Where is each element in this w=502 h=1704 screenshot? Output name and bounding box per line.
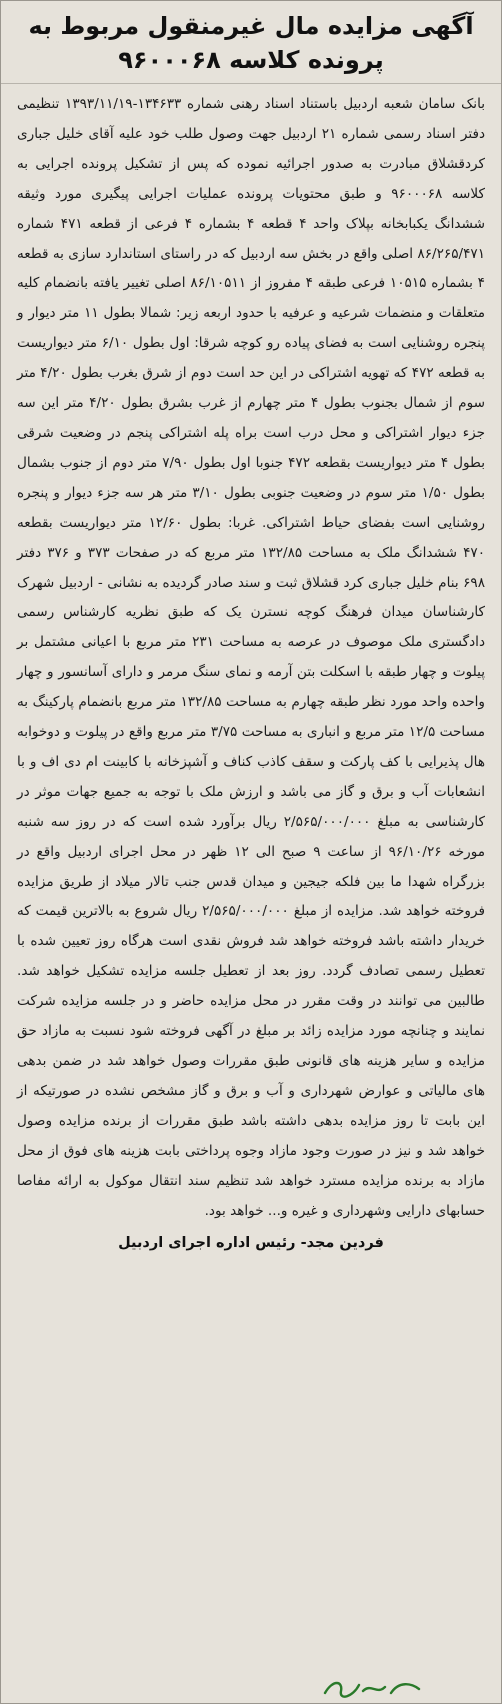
headline-line-1: آگهی مزایده مال غیرمنقول مربوط به [28, 12, 474, 40]
notice-headline [1, 1, 501, 84]
signature-line: فردین مجد- رئیس اداره اجرای اردبیل [118, 1235, 384, 1252]
handwritten-mark-icon [319, 1675, 429, 1701]
notice-body: بانک سامان شعبه اردبیل باستناد اسناد رهنی شماره ۱۳۴۶۳۳-۱۳۹۳/۱۱/۱۹ تنظیمی دفتر اسناد رسمی شماره ۲۱ اردبیل جهت وصول طلب خود علیه آقای خلیل جباری کردقشلاق مبادرت به صدور اجرائیه نموده که پس از تشکیل پرونده اجرایی به کلاسه ۹۶۰۰۰۶۸ و طبق محتویات پرونده عملیات اجرایی پیگیری مورد وثیقه ششدانگ یکبابخانه بپلاک واحد ۴ قطعه ۴ بشماره ۴ فرعی از قطعه ۴۷۱ شماره ۸۶/۲۶۵/۴۷۱ اصلی واقع در بخش سه اردبیل که در راستای استاندارد سازی به قطعه ۴ بشماره ۱۰۵۱۵ فرعی طبقه ۴ مفروز از ۸۶/۱۰۵۱۱ اصلی تغییر یافته بانضمام کلیه متعلقات و منضمات شرعیه و عرفیه با حدود اربعه زیر: شمالا بطول ۱۱ متر دیوار و پنجره روشنایی است به فضای پیاده رو کوچه شرقا: اول بطول ۶/۱۰ متر دیواریست به قطعه ۴۷۲ که تهویه اشتراکی در این حد است دوم از شرق بغرب بطول ۴/۲۰ متر سوم از شمال بجنوب بطول ۴ متر چهارم از غرب بشرق بطول ۴/۲۰ متر این سه جزء دیوار اشتراکی و محل درب است براه پله اشتراکی پنجم در وضعیت شرقی بطول ۴ متر دیواریست بقطعه ۴۷۲ جنوبا اول بطول ۷/۹۰ متر دوم از جنوب بشمال بطول ۱/۵۰ متر سوم در وضعیت جنوبی بطول ۳/۱۰ متر هر سه جزء دیوار و پنجره روشنایی است بفضای حیاط اشتراکی. غربا: بطول ۱۲/۶۰ متر دیواریست بقطعه ۴۷۰ ششدانگ ملک به مساحت ۱۳۲/۸۵ متر مربع که در صفحات ۳۷۳ و ۳۷۶ دفتر ۶۹۸ بنام خلیل جباری کرد قشلاق ثبت و سند صادر گردیده به نشانی - اردبیل شهرک کارشناسان میدان فرهنگ کوچه نسترن یک که طبق نظریه کارشناس رسمی دادگستری ملک موصوف در عرصه به مساحت ۲۳۱ متر مربع با اعیانی مشتمل بر پیلوت و چهار طبقه با اسکلت بتن آرمه و نمای سنگ مرمر و دارای آسانسور و چهار واحده واحد مورد نظر طبقه چهارم به مساحت ۱۳۲/۸۵ متر مربع بانضمام پارکینگ به مساحت ۱۲/۵ متر مربع و انباری به مساحت ۳/۷۵ متر مربع واقع در پیلوت و دوخوابه هال پذیرایی با کف پارکت و سقف کاذب کناف و آشپزخانه با کابینت ام دی اف و با انشعابات آب و برق و گاز می باشد و ارزش ملک با توجه به جمیع جهات موثر در کارشناسی به مبلغ ۲/۵۶۵/۰۰۰/۰۰۰ ریال برآورد شده است که در روز سه شنبه مورخه ۹۶/۱۰/۲۶ از ساعت ۹ صبح الی ۱۲ ظهر در محل اجرای اردبیل واقع در بزرگراه شهدا ما بین فلکه جیجین و میدان قدس جنب تالار میلاد از طریق مزایده فروخته خواهد شد. مزایده از مبلغ ۲/۵۶۵/۰۰۰/۰۰۰ ریال شروع به بالاترین قیمت که خریدار داشته باشد فروخته خواهد شد فروش نقدی است هرگاه روز تعیین شده با تعطیل رسمی تصادف گردد. روز بعد از تعطیل جلسه مزایده تشکیل خواهد شد. طالبین می توانند در وقت مقرر در محل مزایده حاضر و در جلسه مزایده شرکت نمایند و چنانچه مورد مزایده زائد بر مبلغ در آگهی فروخته شود نسبت به مازاد حق مزایده و سایر هزینه های قانونی طبق مقررات وصول خواهد شد در ضمن بدهی های مالیاتی و عوارض شهرداری و آب و برق و گاز مشخص نشده در صورتیکه از این بابت تا روز مزایده بدهی داشته باشد طبق مقررات از برنده مزایده وصول خواهد شد و نیز در صورت وجود مازاد وجوه پرداختی بابت هزینه های فوق از محل مازاد به برنده مزایده مسترد خواهد شد تنظیم سند انتقال موکول به ارائه مفاصا حسابهای دارایی وشهرداری و غیره و... خواهد بود. [17, 96, 486, 1219]
headline-line-2: پرونده کلاسه ۹۶۰۰۰۶۸ [118, 46, 384, 74]
